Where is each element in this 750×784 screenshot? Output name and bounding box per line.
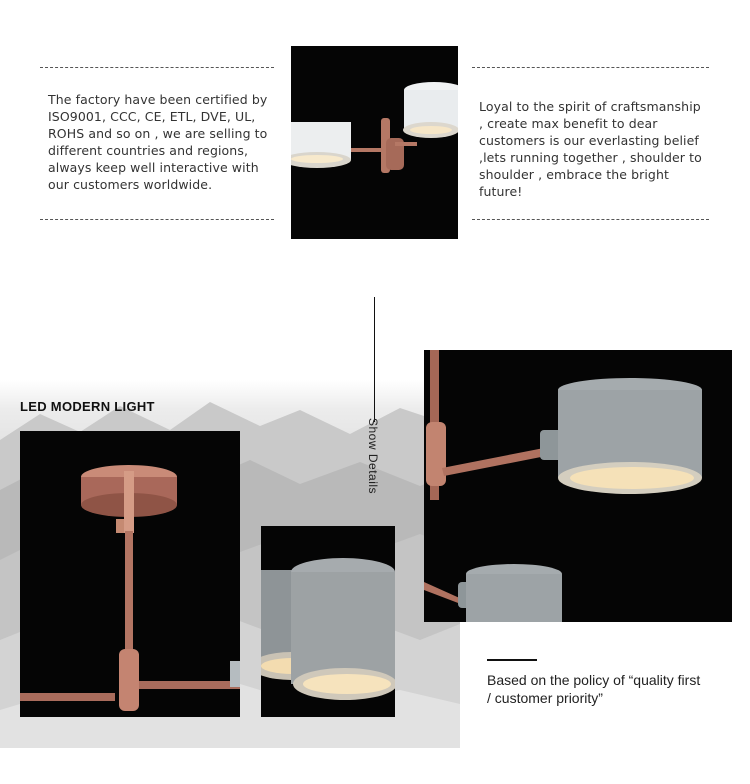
policy-text: Based on the policy of “quality first / customer priority” xyxy=(487,672,701,706)
factory-certification-text: The factory have been certified by ISO9001, CCC, CE, ETL, DVE, UL, ROHS and so on , we are selling to different countries and regions, always keep well interactive with our customers worldwide. xyxy=(48,92,268,192)
shades-illustration xyxy=(261,526,395,717)
divider-top-left-upper xyxy=(40,67,274,68)
section-heading: LED MODERN LIGHT xyxy=(20,399,155,414)
divider-top-left-lower xyxy=(40,219,274,220)
lamp-photo-arm xyxy=(424,350,732,622)
lamp-photo-shades xyxy=(261,526,395,717)
policy-rule xyxy=(487,659,537,661)
craftsmanship-text: Loyal to the spirit of craftsmanship , create max benefit to dear customers is our everlasting belief ,lets running together , shoulder to shoulder , embrace the bright future! xyxy=(479,99,702,199)
show-details-label: Show Details xyxy=(366,418,380,495)
divider-top-right-upper xyxy=(472,67,709,68)
lamp-photo-top xyxy=(291,46,458,239)
arm-illustration xyxy=(424,350,732,622)
lamp-photo-canopy xyxy=(20,431,240,717)
divider-top-right-lower xyxy=(472,219,709,220)
canopy-illustration xyxy=(20,431,240,717)
vertical-divider-line xyxy=(374,297,375,422)
lamp-top-illustration xyxy=(291,46,458,239)
